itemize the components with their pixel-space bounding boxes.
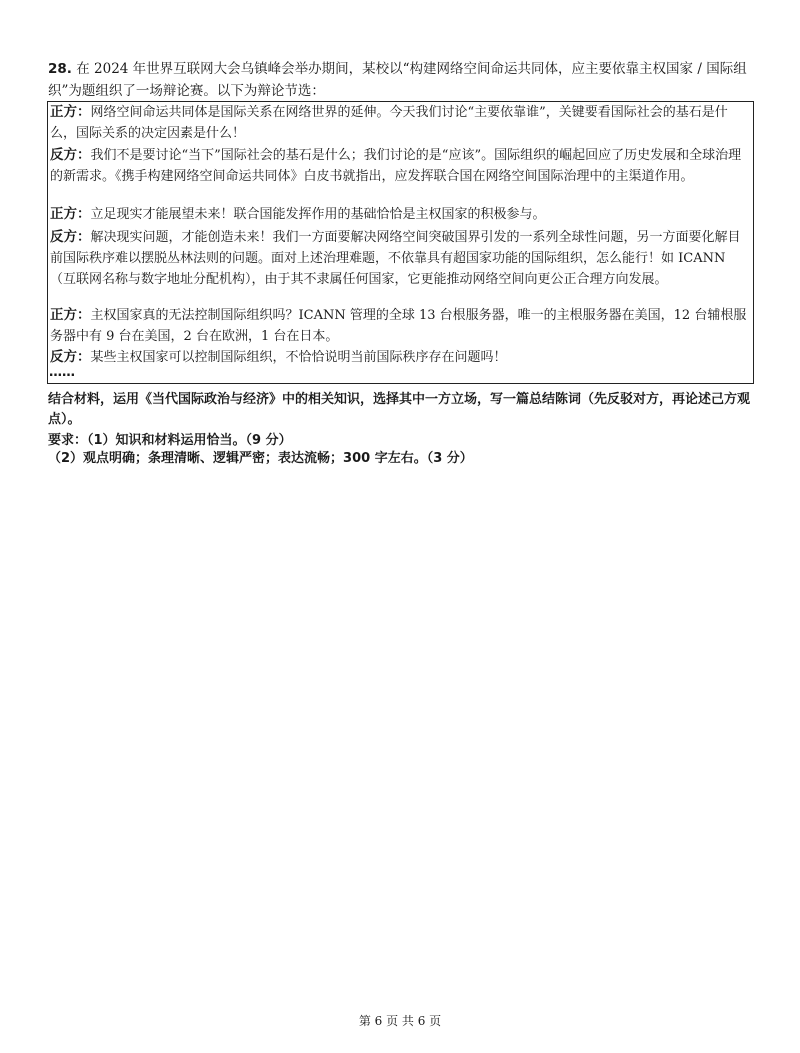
question-intro: 在 2024 年世界互联网大会乌镇峰会举办期间，某校以“构建网络空间命运共同体，应主要依靠主权国家 / 国际组织”为题组织了一场辩论赛。以下为辩论节选： (48, 61, 747, 99)
debate-turn (50, 227, 750, 290)
speaker-label: 反方： (50, 229, 91, 245)
speaker-label: 反方： (50, 147, 91, 163)
debate-turn (50, 145, 750, 187)
speaker-label: 正方： (50, 307, 91, 323)
debate-turn (50, 347, 750, 368)
debate-turn (50, 102, 750, 144)
debate-excerpt-box (47, 101, 754, 384)
page-footer: 第 6 页 共 6 页 (358, 1014, 442, 1028)
question-header (48, 58, 758, 102)
speaker-label: 正方： (50, 206, 91, 222)
speech-text: 网络空间命运共同体是国际关系在网络世界的延伸。今天我们讨论“主要依靠谁”，关键要看国际社会的基石是什么，国际关系的决定因素是什么！ (50, 105, 728, 141)
speech-text: 主权国家真的无法控制国际组织吗？ICANN 管理的全球 13 台根服务器，唯一的主根服务器在美国，12 台辅根服务器中有 9 台在美国，2 台在欧洲，1 台在日本。 (50, 308, 747, 344)
question-number: 28. (48, 61, 72, 77)
task-instruction: 结合材料，运用《当代国际政治与经济》中的相关知识，选择其中一方立场，写一篇总结陈词（先反驳对方，再论述己方观点）。 (48, 392, 751, 427)
speaker-label: 正方： (50, 104, 91, 120)
debate-turn (50, 305, 750, 347)
requirement-1: 要求：（1）知识和材料运用恰当。（9 分） (48, 433, 292, 448)
speech-text: 解决现实问题，才能创造未来！我们一方面要解决网络空间突破国界引发的一系列全球性问题，另一方面要化解目前国际秩序难以摆脱丛林法则的问题。面对上述治理难题，不依靠具有超国家功能的国际组织，怎么能行！如 ICANN（互联网名称与数字地址分配机构），由于其不隶属任何国家，它更能推动网络空间向更公正合理方向发展。 (50, 230, 741, 287)
excerpt-ellipsis: …… (49, 365, 75, 380)
speech-text: 我们不是要讨论“当下”国际社会的基石是什么；我们讨论的是“应该”。国际组织的崛起回应了历史发展和全球治理的新需求。《携手构建网络空间命运共同体》白皮书就指出，应发挥联合国在网络空间国际治理中的主渠道作用。 (50, 148, 742, 184)
debate-turn (50, 204, 750, 225)
speech-text: 立足现实才能展望未来！联合国能发挥作用的基础恰恰是主权国家的积极参与。 (90, 207, 546, 222)
requirement-2: （2）观点明确；条理清晰、逻辑严密；表达流畅；300 字左右。（3 分） (48, 451, 473, 466)
speaker-label: 反方： (50, 349, 91, 365)
speech-text: 某些主权国家可以控制国际组织，不恰恰说明当前国际秩序存在问题吗！ (90, 350, 507, 365)
